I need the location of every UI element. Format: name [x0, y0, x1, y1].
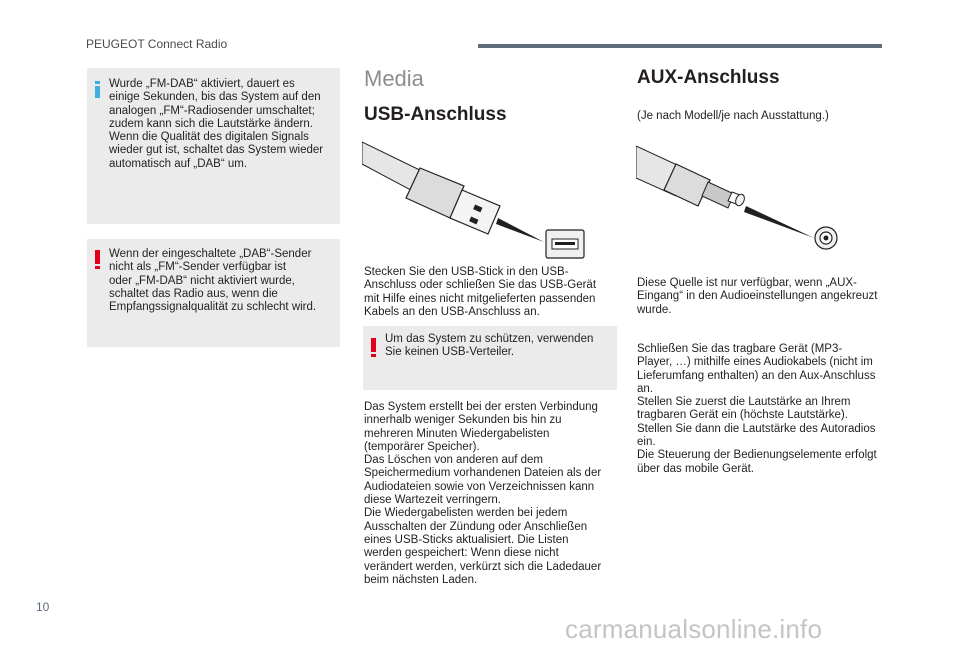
aux-heading: AUX-Anschluss	[637, 67, 780, 88]
warning-box	[87, 239, 340, 347]
info-box	[87, 68, 340, 224]
page-number: 10	[36, 600, 50, 614]
usb-paragraph-1: Stecken Sie den USB-Stick in den USB- Anschluss oder schließen Sie das USB-Gerät mit Hilfe eines nicht mitgelieferten passenden Kabels an den USB-Anschluss an.	[364, 266, 597, 318]
aux-paragraph-1: Diese Quelle ist nur verfügbar, wenn „AUX- Eingang“ in den Audioeinstellungen angekreuzt wurde.	[637, 277, 878, 316]
aux-jack	[636, 146, 746, 208]
warning-icon	[95, 250, 100, 269]
info-icon	[95, 81, 100, 98]
usb-warning-text: Um das System zu schützen, verwenden Sie keinen USB-Verteiler.	[385, 333, 594, 359]
aux-illustration	[636, 134, 846, 256]
usb-heading: USB-Anschluss	[364, 104, 507, 125]
header-title: PEUGEOT Connect Radio	[86, 37, 228, 51]
aux-paragraph-2: Schließen Sie das tragbare Gerät (MP3- Player, …) mithilfe eines Audiokabels (nicht im Lieferumfang enthalten) an den Aux-Anschluss an. Stellen Sie zuerst die Lautstärke an Ihrem tragbaren Gerät ein (höchste Lautstärke). Stellen Sie dann die Lautstärke des Autoradios ein. Die Steuerung der Bedienungselemente erfolgt über das mobile Gerät.	[637, 343, 877, 475]
usb-illustration	[362, 138, 590, 260]
usb-cable	[362, 142, 500, 234]
insert-arrow	[496, 218, 544, 242]
watermark: carmanualsonline.info	[565, 614, 823, 644]
section-title: Media	[364, 66, 424, 91]
usb-paragraph-2: Das System erstellt bei der ersten Verbindung innerhalb weniger Sekunden bis hin zu mehreren Minuten Wiedergabelisten (temporärer Speicher). Das Löschen von anderen auf dem Speichermedium vorhandenen Dateien als der Audiodateien sowie von Verzeichnissen kann diese Wartezeit verringern. Die Wiedergabelisten werden bei jedem Ausschalten der Zündung oder Anschließen eines USB-Sticks aktualisiert. Die Listen werden gespeichert: Wenn diese nicht verändert werden, verkürzt sich die Ladedauer beim nächsten Laden.	[364, 401, 602, 586]
usb-port-icon	[546, 230, 584, 258]
header-rule	[478, 44, 882, 48]
aux-note: (Je nach Modell/je nach Ausstattung.)	[637, 110, 829, 122]
aux-port-icon	[815, 227, 837, 249]
usb-warning-box	[363, 326, 617, 390]
warning-icon	[371, 338, 376, 357]
warning-box-text: Wenn der eingeschaltete „DAB“-Sender nicht als „FM“-Sender verfügbar ist oder „FM-DAB“ nicht aktiviert wurde, schaltet das Radio aus, wenn die Empfangssignalqualität zu schlecht wird.	[109, 248, 317, 314]
info-box-text: Wurde „FM-DAB“ aktiviert, dauert es einige Sekunden, bis das System auf den analogen „FM“-Radiosender umschaltet; zudem kann sich die Lautstärke ändern. Wenn die Qualität des digitalen Signals wieder gut ist, schaltet das System wieder automatisch auf „DAB“ um.	[109, 78, 324, 170]
insert-arrow	[744, 206, 814, 238]
